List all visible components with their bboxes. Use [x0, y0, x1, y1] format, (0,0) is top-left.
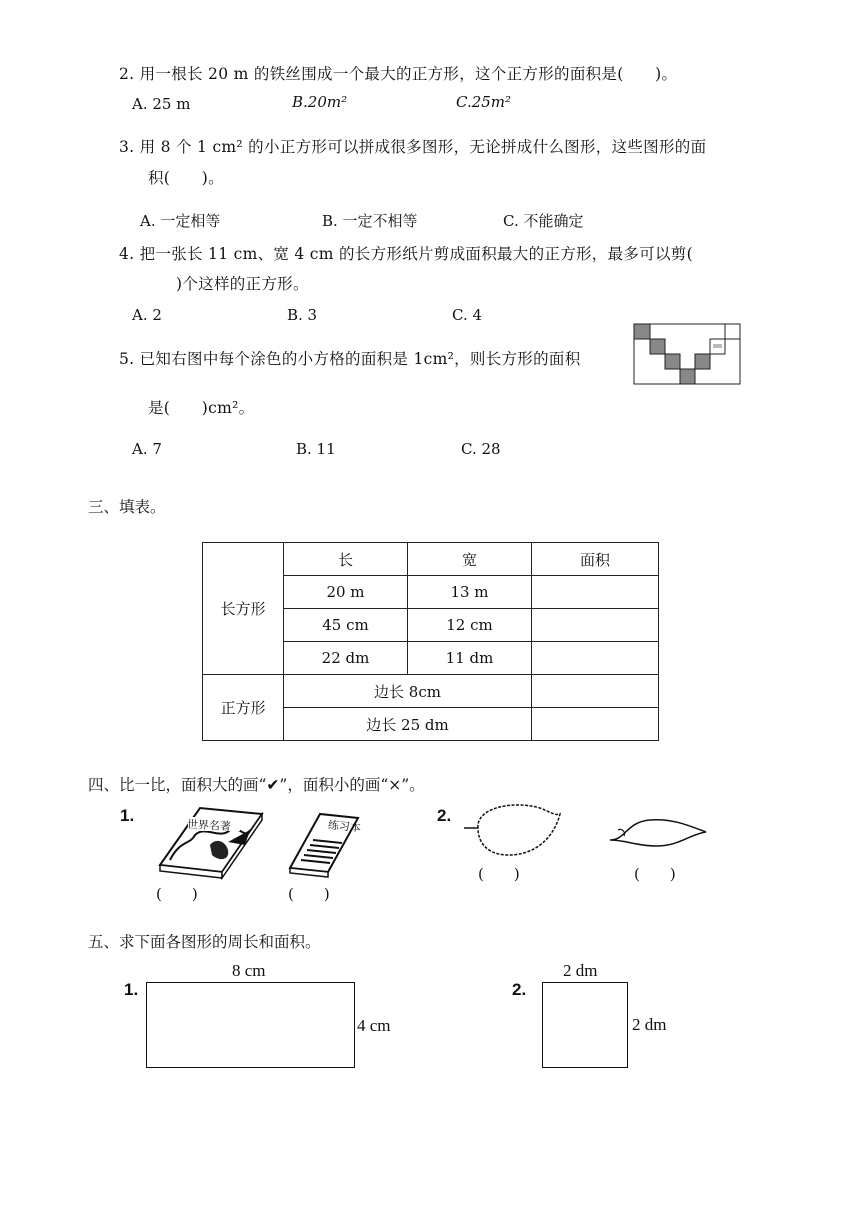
rect-side-label: 4 cm [357, 1016, 391, 1035]
q4-option-b: B. 3 [287, 306, 318, 324]
shaded-grid-figure [633, 320, 743, 386]
book-1-label: 世界名著 [186, 817, 232, 834]
q3-option-b: B. 一定不相等 [322, 212, 418, 230]
q4-option-a: A. 2 [132, 306, 162, 324]
section-4-title: 四、比一比，面积大的画“✔”，面积小的画“×”。 [88, 776, 425, 794]
width-cell: 13 m [408, 576, 532, 609]
section-3-title: 三、填表。 [88, 498, 166, 516]
side-cell: 边长 8cm [284, 675, 532, 708]
header-area: 面积 [532, 543, 659, 576]
question-4-line1: 4. 把一张长 11 cm、宽 4 cm 的长方形纸片剪成面积最大的正方形，最多可以剪( [119, 245, 693, 263]
leaf-large-image [462, 800, 562, 860]
leaf-small-image [606, 812, 710, 852]
answer-blank-leaf-1[interactable]: ( ) [478, 865, 520, 883]
question-2-text: 2. 用一根长 20 m 的铁丝围成一个最大的正方形，这个正方形的面积是( )。 [119, 65, 678, 83]
length-cell: 22 dm [284, 642, 408, 675]
q2-option-c: C.25m² [456, 93, 512, 111]
area-answer-cell[interactable] [532, 675, 659, 708]
q2-option-a: A. 25 m [132, 95, 191, 113]
rect-top-label: 8 cm [232, 961, 266, 980]
table-row [203, 675, 659, 708]
square-shape [542, 982, 628, 1068]
rect-label-cell: 长方形 [203, 543, 284, 675]
question-5-line1: 5. 已知右图中每个涂色的小方格的面积是 1cm²，则长方形的面积 [119, 350, 581, 368]
length-cell: 45 cm [284, 609, 408, 642]
header-width: 宽 [408, 543, 532, 576]
question-3-line2: 积( )。 [148, 169, 224, 187]
compare-1-number: 1. [120, 806, 135, 825]
q5-option-c: C. 28 [461, 440, 501, 458]
area-answer-cell[interactable] [532, 708, 659, 741]
rectangle-shape [146, 982, 355, 1068]
width-cell: 12 cm [408, 609, 532, 642]
answer-blank-book-2[interactable]: ( ) [288, 885, 330, 903]
length-cell: 20 m [284, 576, 408, 609]
shape-1-number: 1. [124, 980, 139, 999]
width-cell: 11 dm [408, 642, 532, 675]
header-length: 长 [284, 543, 408, 576]
area-answer-cell[interactable] [532, 609, 659, 642]
square-side-label: 2 dm [632, 1015, 667, 1034]
side-cell: 边长 25 dm [284, 708, 532, 741]
compare-2-number: 2. [437, 806, 452, 825]
q5-option-a: A. 7 [132, 440, 162, 458]
q3-option-c: C. 不能确定 [503, 212, 584, 230]
q4-option-c: C. 4 [452, 306, 483, 324]
question-3-line1: 3. 用 8 个 1 cm² 的小正方形可以拼成很多图形，无论拼成什么图形，这些图形的面 [119, 138, 707, 156]
answer-blank-book-1[interactable]: ( ) [156, 885, 198, 903]
book-world-classics-image [150, 800, 265, 880]
answer-blank-leaf-2[interactable]: ( ) [634, 865, 676, 883]
q3-option-a: A. 一定相等 [140, 212, 221, 230]
square-label-cell: 正方形 [203, 675, 284, 741]
q2-option-b: B.20m² [292, 93, 348, 111]
q5-option-b: B. 11 [296, 440, 336, 458]
area-answer-cell[interactable] [532, 576, 659, 609]
fill-table [202, 542, 659, 741]
square-top-label: 2 dm [563, 961, 598, 980]
table-header-row [203, 543, 659, 576]
book-2-label: 练习本 [327, 818, 362, 835]
shape-2-number: 2. [512, 980, 527, 999]
question-5-line2: 是( )cm²。 [148, 399, 255, 417]
section-5-title: 五、求下面各图形的周长和面积。 [88, 933, 321, 951]
area-answer-cell[interactable] [532, 642, 659, 675]
question-4-line2: )个这样的正方形。 [176, 275, 309, 293]
